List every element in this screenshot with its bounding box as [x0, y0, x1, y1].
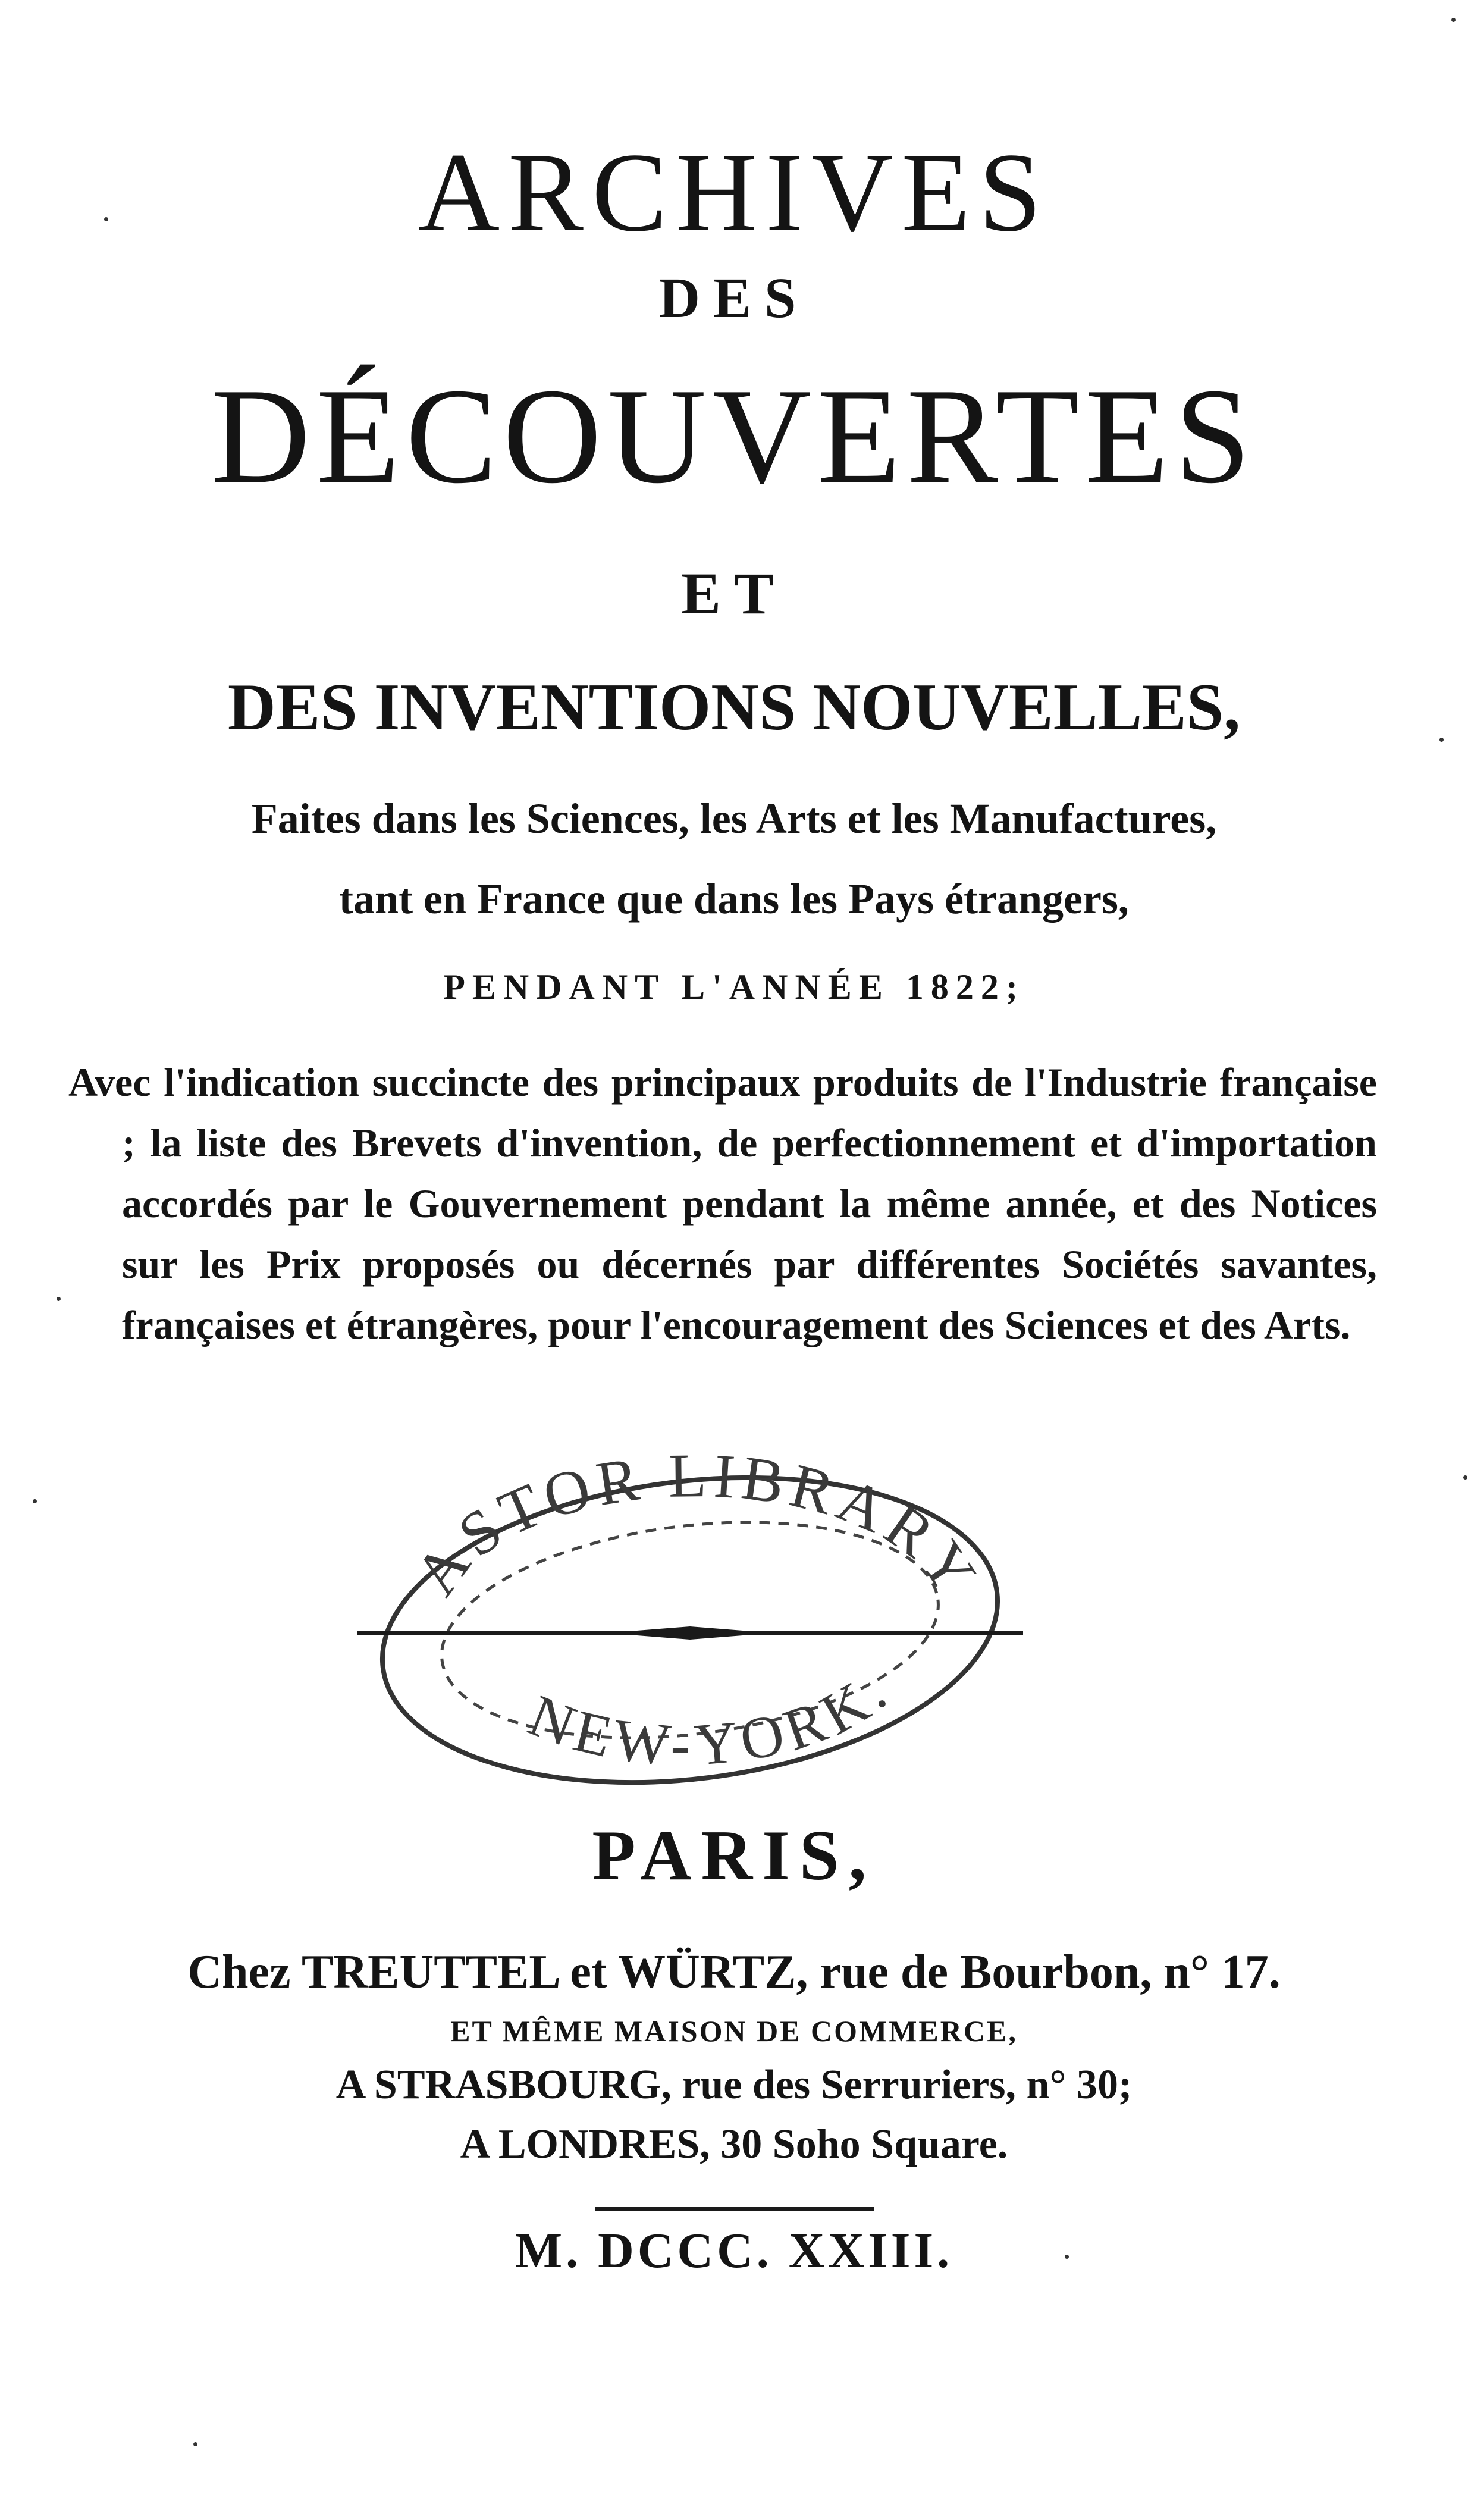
imprint-publisher: Chez TREUTTEL et WÜRTZ, rue de Bourbon, n° 17.: [187, 1946, 1281, 1998]
paper-speck: [33, 1499, 37, 1503]
paper-speck: [1439, 738, 1444, 742]
title-des: DES: [658, 266, 810, 330]
title-et: ET: [681, 560, 787, 626]
stamp-top-text: ASTOR LIBRARY: [400, 1452, 993, 1610]
subtitle-tant: tant en France que dans les Pays étrangers,: [339, 875, 1129, 923]
paper-speck: [1451, 18, 1456, 22]
imprint-date: M. DCCC. XXIII.: [515, 2223, 953, 2278]
divider-rule: [595, 2207, 874, 2211]
paper-speck: [1463, 1475, 1467, 1480]
imprint-strasbourg: A STRASBOURG, rue des Serruriers, n° 30;: [335, 2062, 1133, 2108]
subtitle-faites: Faites dans les Sciences, les Arts et les Manufactures,: [251, 795, 1217, 842]
title-decouvertes: DÉCOUVERTES: [211, 360, 1257, 512]
imprint-londres: A LONDRES, 30 Soho Square.: [460, 2121, 1008, 2167]
library-stamp-icon: [357, 1452, 1023, 1808]
description-paragraph: Avec l'indication succincte des principaux produits de l'Industrie française ; la liste des Brevets d'invention, de perfectionnement et d'importation accordés par le Gouvernement pendant la même année, et des Notices sur les Prix proposés ou décernés par différentes Sociétés savantes, françaises et étrangères, pour l'encouragement des Sciences et des Arts.: [68, 1060, 1377, 1347]
paper-speck: [193, 2442, 197, 2446]
imprint-city: PARIS,: [592, 1816, 876, 1895]
paper-speck: [104, 217, 108, 221]
year-line: PENDANT L'ANNÉE 1822;: [443, 967, 1025, 1007]
paper-speck: [1065, 2255, 1069, 2259]
paper-speck: [57, 1297, 61, 1301]
title-archives: ARCHIVES: [418, 130, 1050, 255]
subtitle-inventions: DES INVENTIONS NOUVELLES,: [227, 670, 1241, 744]
imprint-maison: ET MÊME MAISON DE COMMERCE,: [450, 2014, 1018, 2048]
stamp-bottom-text: NEW-YORK.: [520, 1657, 903, 1779]
